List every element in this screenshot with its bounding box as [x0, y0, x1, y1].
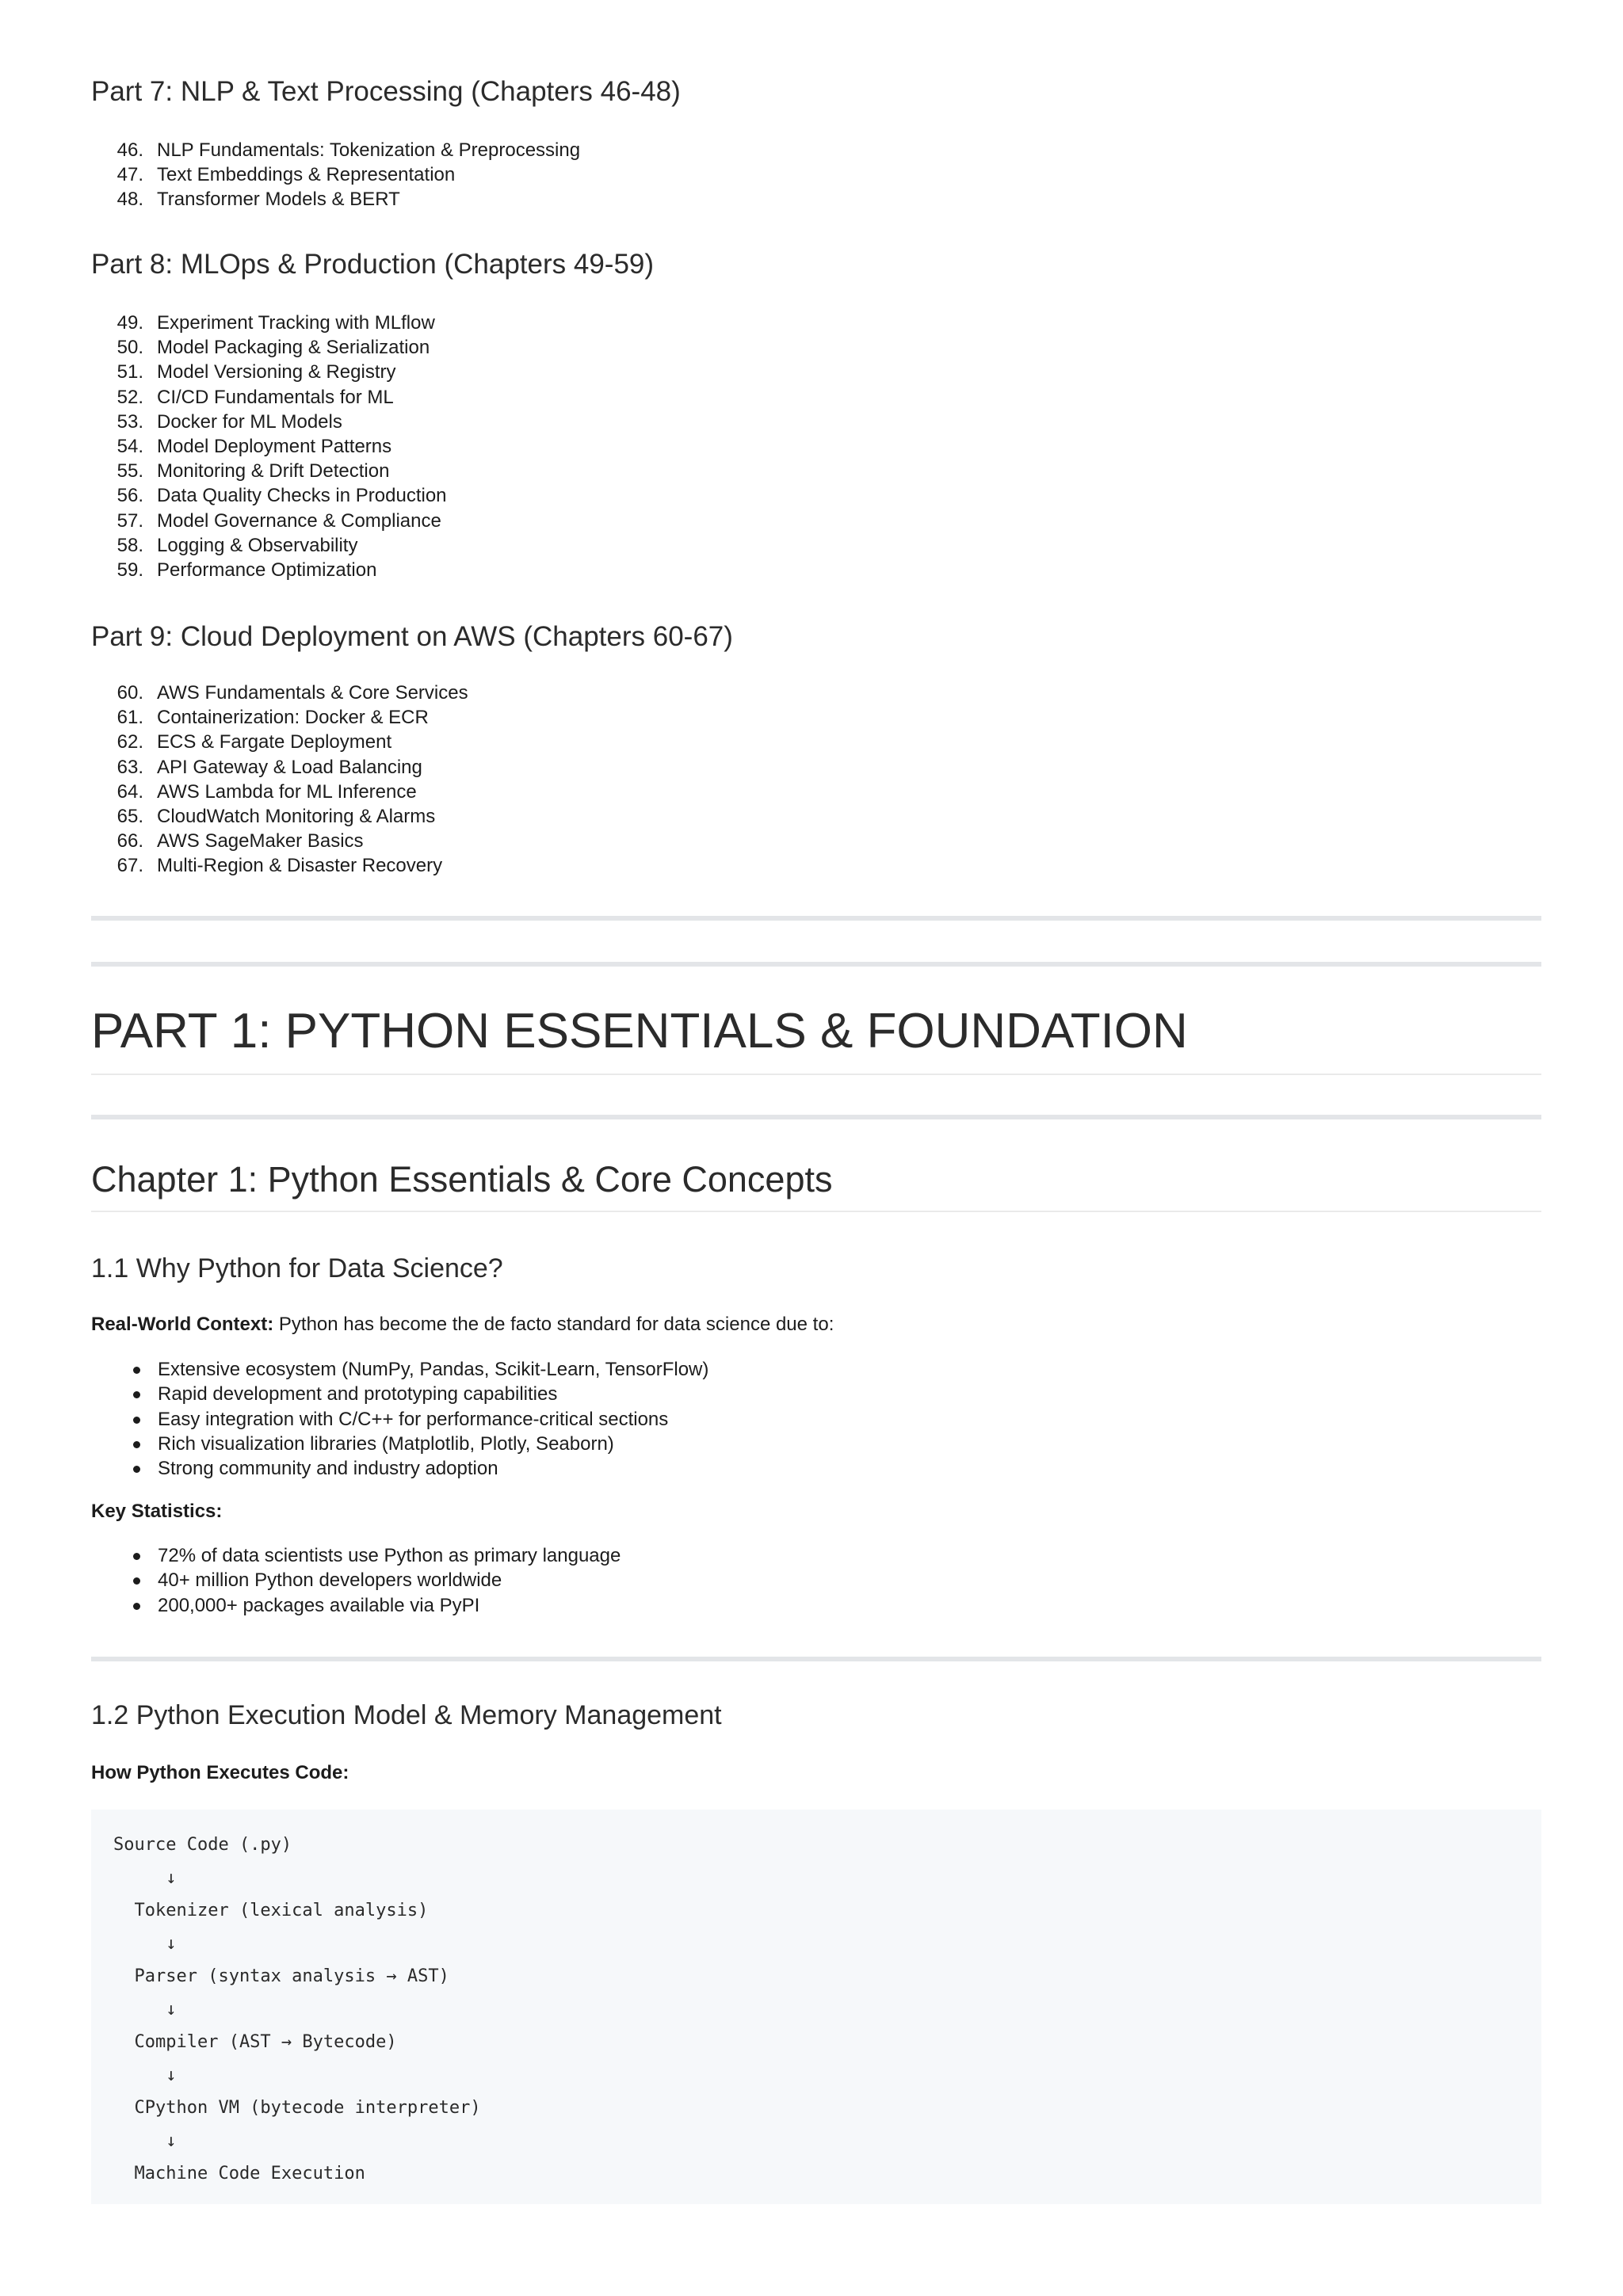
part9-heading: Part 9: Cloud Deployment on AWS (Chapters 60-67)	[91, 621, 733, 652]
flow-arrow: ↓	[113, 1933, 177, 1954]
title-underline	[91, 1074, 1541, 1075]
chapter-number: 57.	[116, 509, 143, 532]
context-text: Python has become the de facto standard for data science due to:	[273, 1314, 834, 1335]
key-statistics-label: Key Statistics:	[91, 1501, 223, 1522]
chapter-title: AWS Lambda for ML Inference	[157, 780, 417, 803]
chapter-item	[91, 483, 447, 508]
reason-item: Rich visualization libraries (Matplotlib, Plotly, Seaborn)	[91, 1432, 708, 1456]
chapter-title: Docker for ML Models	[157, 410, 342, 433]
chapter-title: AWS Fundamentals & Core Services	[157, 682, 468, 704]
chapter-item	[91, 410, 447, 434]
context-label: Real-World Context:	[91, 1314, 274, 1335]
statistic-item: 200,000+ packages available via PyPI	[91, 1593, 621, 1618]
reason-item: Rapid development and prototyping capabilities	[91, 1382, 708, 1406]
part7-chapter-list	[91, 138, 580, 212]
chapter-number: 61.	[116, 707, 143, 729]
code-line: Parser (syntax analysis → AST)	[113, 1966, 449, 1986]
chapter-number: 53.	[116, 410, 143, 433]
flow-arrow: ↓	[113, 1999, 177, 2019]
flow-arrow: ↓	[113, 2065, 177, 2085]
chapter-title: ECS & Fargate Deployment	[157, 731, 392, 753]
chapter-item	[91, 509, 447, 533]
part8-heading: Part 8: MLOps & Production (Chapters 49-59)	[91, 249, 655, 280]
chapter-title: Monitoring & Drift Detection	[157, 460, 390, 482]
chapter-title: Performance Optimization	[157, 559, 377, 582]
code-line: Compiler (AST → Bytecode)	[113, 2032, 397, 2052]
reason-item: Strong community and industry adoption	[91, 1456, 708, 1481]
chapter-item	[91, 138, 580, 162]
chapter-item	[91, 533, 447, 558]
chapter-item	[91, 558, 447, 582]
chapter-number: 64.	[116, 780, 143, 803]
part7-heading: Part 7: NLP & Text Processing (Chapters 46-48)	[91, 76, 681, 107]
chapter-item	[91, 162, 580, 187]
execution-label: How Python Executes Code:	[91, 1762, 349, 1783]
chapter-title: Data Quality Checks in Production	[157, 485, 447, 507]
chapter-item	[91, 459, 447, 483]
chapter-number: 67.	[116, 855, 143, 877]
chapter-title: CloudWatch Monitoring & Alarms	[157, 806, 436, 828]
chapter-title: Model Versioning & Registry	[157, 361, 396, 383]
reasons-list	[91, 1357, 708, 1481]
chapter-title: Model Deployment Patterns	[157, 436, 392, 458]
chapter-item	[91, 780, 468, 804]
divider	[91, 1657, 1541, 1661]
part1-title: PART 1: PYTHON ESSENTIALS & FOUNDATION	[91, 1004, 1188, 1058]
divider	[91, 962, 1541, 967]
chapter-title: Model Governance & Compliance	[157, 509, 441, 532]
chapter-underline	[91, 1211, 1541, 1212]
chapter-item	[91, 385, 447, 410]
chapter-title: Model Packaging & Serialization	[157, 337, 430, 359]
chapter-title: Logging & Observability	[157, 534, 358, 556]
chapter-item	[91, 360, 447, 384]
section-1-2-heading: 1.2 Python Execution Model & Memory Management	[91, 1700, 722, 1730]
chapter-number: 60.	[116, 682, 143, 704]
chapter-item	[91, 187, 580, 212]
chapter-item	[91, 311, 447, 335]
chapter-number: 59.	[116, 559, 143, 582]
chapter-item	[91, 434, 447, 459]
chapter-title: Text Embeddings & Representation	[157, 164, 456, 186]
chapter-number: 49.	[116, 312, 143, 334]
reason-item: Easy integration with C/C++ for performance-critical sections	[91, 1407, 708, 1432]
chapter-title: Containerization: Docker & ECR	[157, 707, 429, 729]
chapter-title: Transformer Models & BERT	[157, 189, 400, 211]
chapter-item	[91, 804, 468, 829]
statistic-item: 40+ million Python developers worldwide	[91, 1568, 621, 1592]
code-line: Tokenizer (lexical analysis)	[113, 1901, 429, 1920]
flow-arrow: ↓	[113, 1867, 177, 1888]
chapter-title: Experiment Tracking with MLflow	[157, 312, 435, 334]
real-world-context	[91, 1312, 834, 1337]
chapter-number: 62.	[116, 731, 143, 753]
chapter1-title: Chapter 1: Python Essentials & Core Concepts	[91, 1159, 833, 1199]
chapter-number: 65.	[116, 806, 143, 828]
code-line: Source Code (.py)	[113, 1835, 292, 1855]
chapter-number: 52.	[116, 386, 143, 408]
flow-arrow: ↓	[113, 2130, 177, 2151]
chapter-title: NLP Fundamentals: Tokenization & Preprocessing	[157, 139, 581, 161]
chapter-item	[91, 681, 468, 705]
statistics-list	[91, 1543, 621, 1618]
chapter-number: 66.	[116, 830, 143, 852]
divider	[91, 916, 1541, 921]
reason-item: Extensive ecosystem (NumPy, Pandas, Scikit-Learn, TensorFlow)	[91, 1357, 708, 1382]
part8-chapter-list	[91, 311, 447, 582]
chapter-title: API Gateway & Load Balancing	[157, 756, 422, 778]
chapter-title: Multi-Region & Disaster Recovery	[157, 855, 443, 877]
chapter-number: 51.	[116, 361, 143, 383]
chapter-title: AWS SageMaker Basics	[157, 830, 364, 852]
execution-code-block	[91, 1810, 1541, 2204]
chapter-number: 55.	[116, 460, 143, 482]
chapter-item	[91, 755, 468, 780]
chapter-number: 58.	[116, 534, 143, 556]
section-1-1-heading: 1.1 Why Python for Data Science?	[91, 1253, 503, 1283]
chapter-number: 50.	[116, 337, 143, 359]
chapter-title: CI/CD Fundamentals for ML	[157, 386, 394, 408]
statistic-item: 72% of data scientists use Python as primary language	[91, 1543, 621, 1568]
code-line: Machine Code Execution	[113, 2164, 365, 2183]
chapter-number: 63.	[116, 756, 143, 778]
chapter-number: 46.	[116, 139, 143, 161]
chapter-number: 47.	[116, 164, 143, 186]
chapter-number: 56.	[116, 485, 143, 507]
chapter-item	[91, 705, 468, 730]
chapter-number: 48.	[116, 189, 143, 211]
chapter-item	[91, 853, 468, 878]
chapter-number: 54.	[116, 436, 143, 458]
part9-chapter-list	[91, 681, 468, 879]
code-line: CPython VM (bytecode interpreter)	[113, 2098, 481, 2118]
divider	[91, 1115, 1541, 1119]
chapter-item	[91, 730, 468, 754]
chapter-item	[91, 829, 468, 853]
chapter-item	[91, 335, 447, 360]
